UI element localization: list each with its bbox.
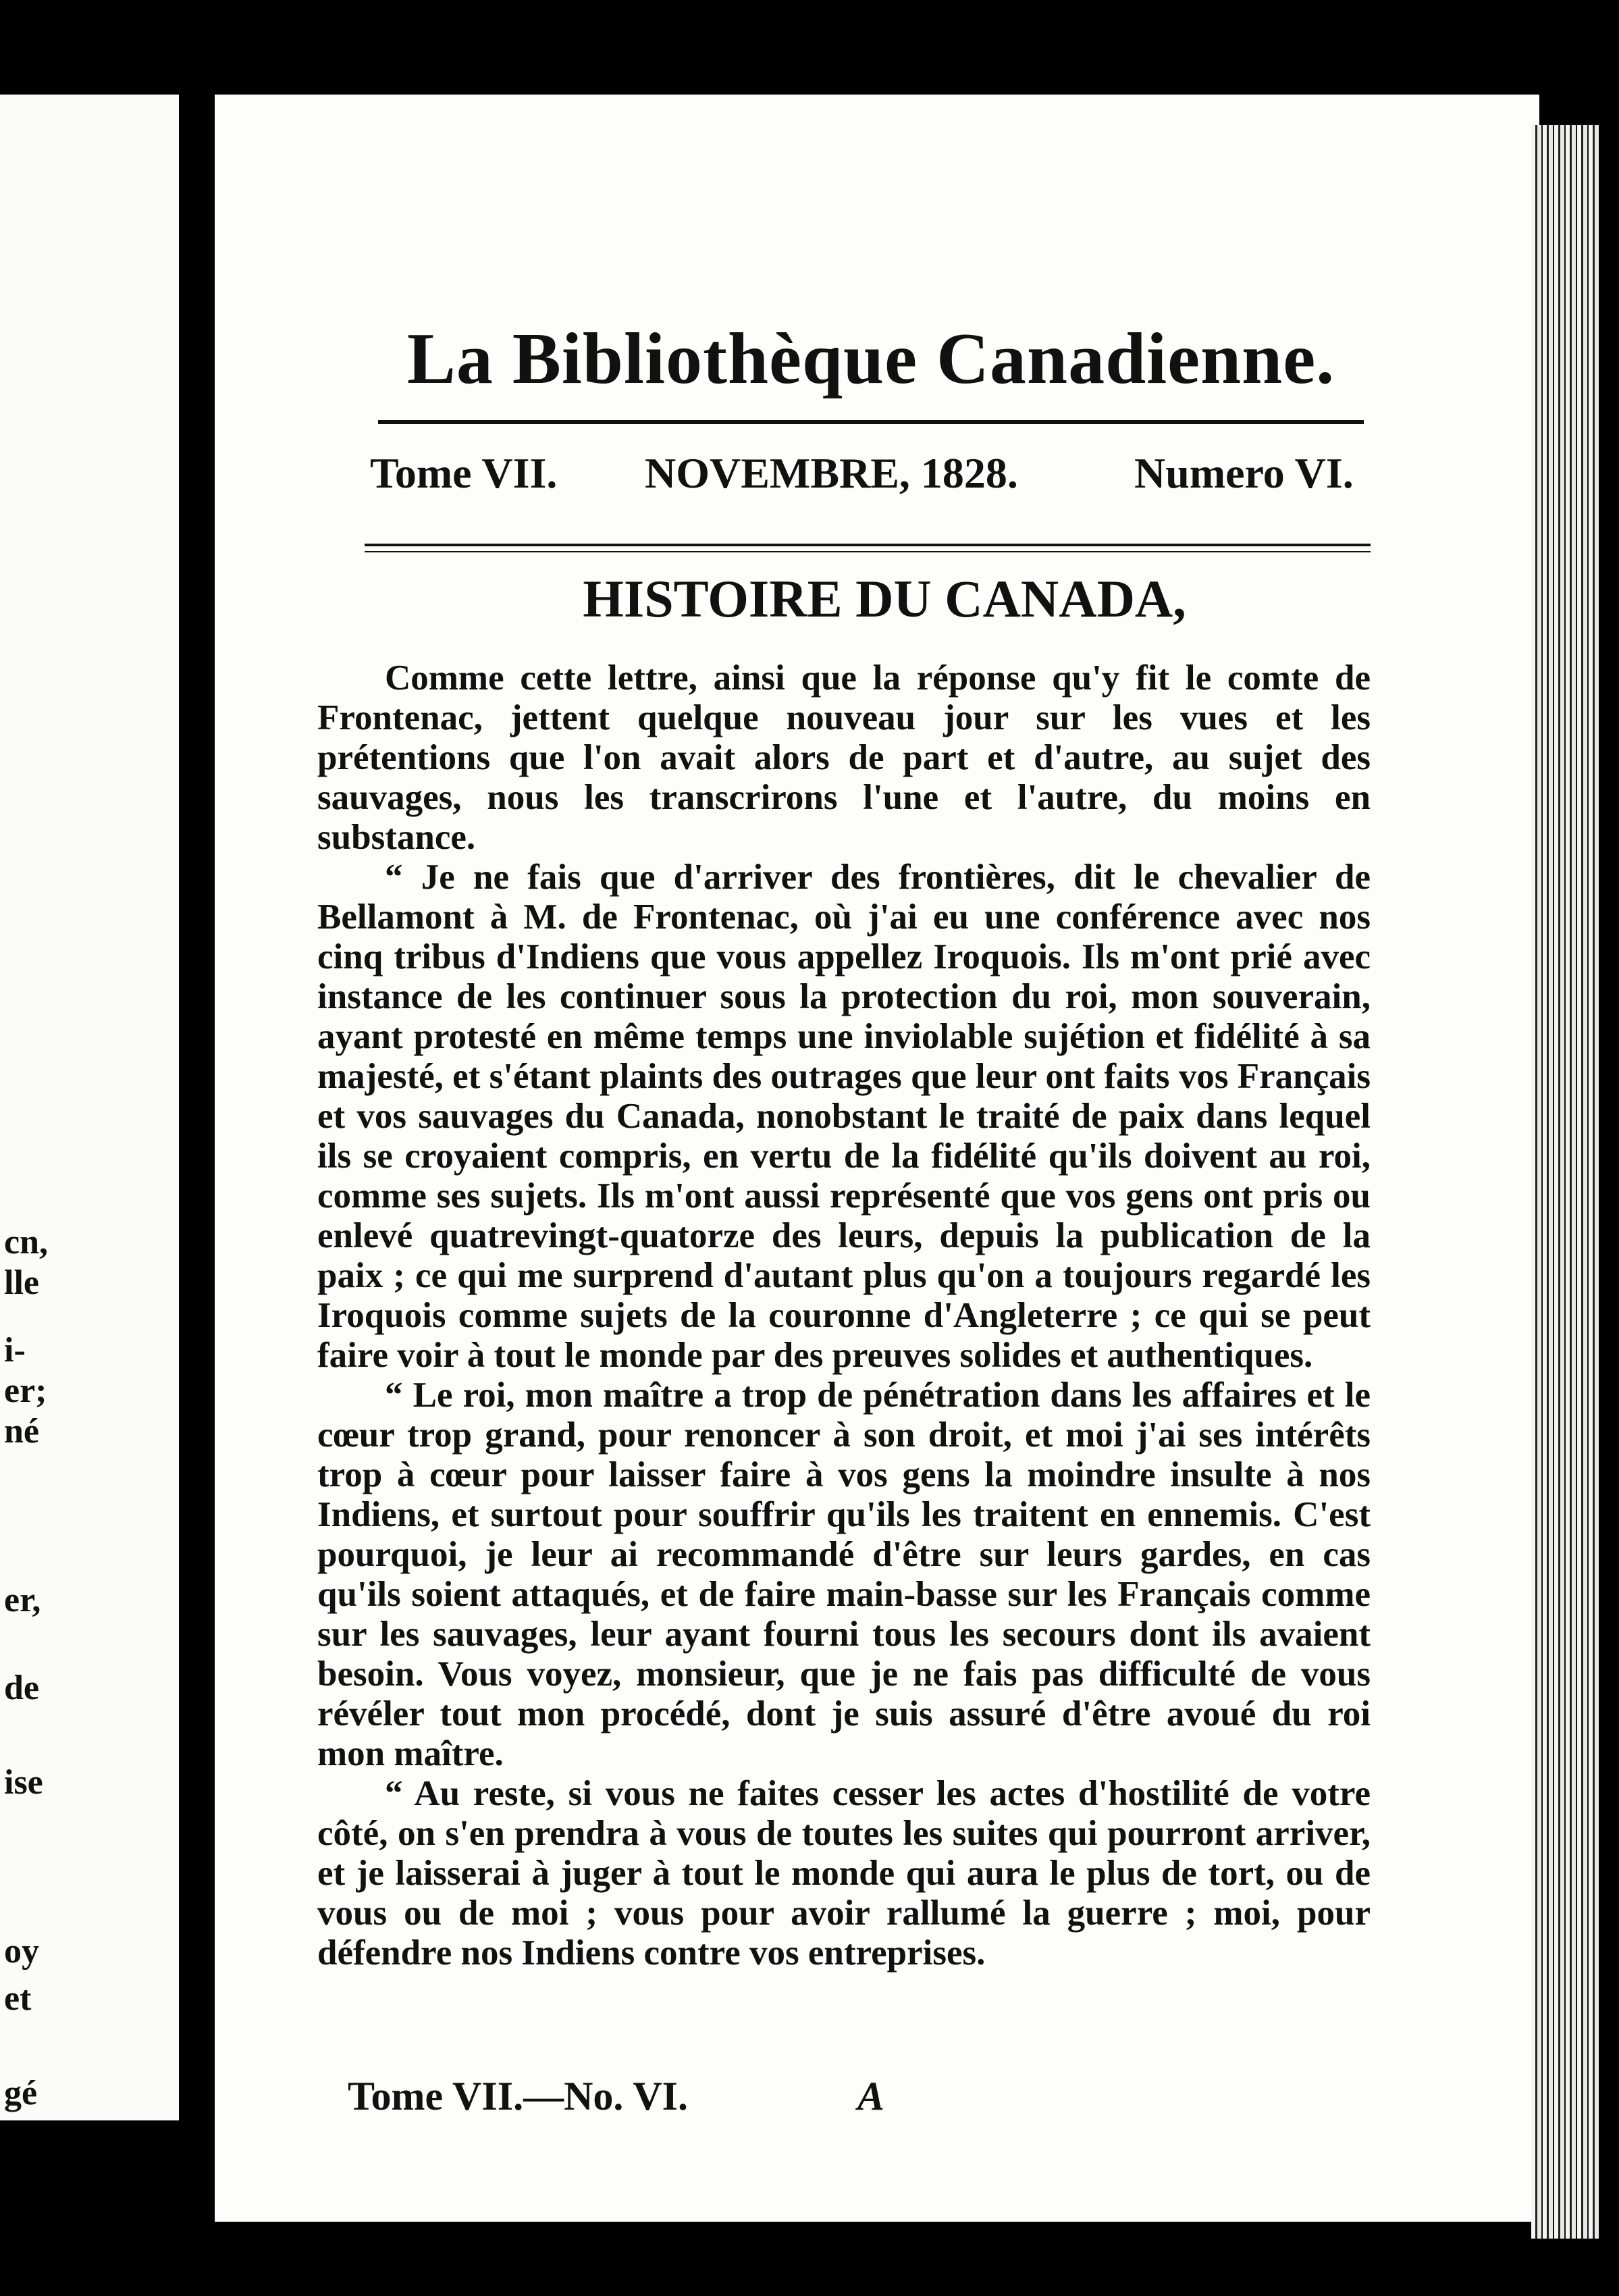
adjacent-page-fragment: ise	[4, 1763, 43, 1802]
adjacent-page-fragment: er,	[4, 1581, 41, 1619]
adjacent-page-fragment: et	[4, 1979, 32, 2018]
adjacent-page-fragment: er;	[4, 1372, 47, 1410]
adjacent-page-fragment: né	[4, 1412, 39, 1451]
header-rule-thin	[365, 551, 1371, 552]
journal-title: La Bibliothèque Canadienne.	[406, 319, 1335, 399]
article-body	[317, 658, 1371, 1973]
adjacent-page-fragment: oy	[4, 1932, 39, 1971]
adjacent-page-fragment: i-	[4, 1331, 26, 1369]
adjacent-page-fragment: gé	[4, 2074, 38, 2112]
signature-mark: A	[857, 2074, 885, 2118]
adjacent-page-fragment: de	[4, 1669, 39, 1707]
header-rule	[365, 544, 1371, 546]
issue-number: Numero VI.	[1134, 449, 1354, 497]
section-title: HISTOIRE DU CANADA,	[583, 569, 1186, 628]
page-edge	[1531, 125, 1599, 2239]
footer-volume: Tome VII.—No. VI.	[348, 2074, 688, 2118]
issue-date: NOVEMBRE, 1828.	[645, 449, 1018, 497]
paragraph: “ Je ne fais que d'arriver des frontières, dit le chevalier de Bellamont à M. de Frontenac, où j'ai eu une conférence avec nos cinq tribus d'Indiens que vous appellez Iroquois. Ils m'ont prié avec instance de les continuer sous la protection du roi, mon souverain, ayant protesté en même temps une inviolable sujétion et fidélité à sa majesté, et s'étant plaints des outrages que leur ont faits vos Français et vos sauvages du Canada, nonobstant le traité de paix dans lequel ils se croyaient compris, en vertu de la fidélité qu'ils doivent au roi, comme ses sujets. Ils m'ont aussi représenté que vos gens ont pris ou enlevé quatrevingt-quatorze des leurs, depuis la publication de la paix ; ce qui me surprend d'autant plus qu'on a toujours regardé les Iroquois comme sujets de la couronne d'Angleterre ; ce qui se peut faire voir à tout le monde par des preuves solides et authentiques.	[317, 858, 1371, 1375]
paragraph: “ Au reste, si vous ne faites cesser les actes d'hostilité de votre côté, on s'en prendra à vous de toutes les suites qui pourront arriver, et je laisserai à juger à tout le monde qui aura le plus de tort, ou de vous ou de moi ; vous pour avoir rallumé la guerre ; moi, pour défendre nos Indiens contre vos entreprises.	[317, 1774, 1371, 1973]
adjacent-page-fragment: lle	[4, 1263, 39, 1302]
paragraph: Comme cette lettre, ainsi que la réponse qu'y fit le comte de Frontenac, jettent quelque nouveau jour sur les vues et les prétentions que l'on avait alors de part et d'autre, au sujet des sauvages, nous les transcrirons l'une et l'autre, du moins en substance.	[317, 658, 1371, 857]
adjacent-page-fragment: cn,	[4, 1223, 48, 1261]
title-rule	[378, 420, 1364, 424]
paragraph: “ Le roi, mon maître a trop de pénétration dans les affaires et le cœur trop grand, pour renoncer à son droit, et moi j'ai ses intérêts trop à cœur pour laisser faire à vos gens la moindre insulte à nos Indiens, et surtout pour souffrir qu'ils les traitent en ennemis. C'est pourquoi, je leur ai recommandé d'être sur leurs gardes, en cas qu'ils soient attaqués, et de faire main-basse sur les Français comme sur les sauvages, leur ayant fourni tous les secours dont ils avaient besoin. Vous voyez, monsieur, que je ne fais pas difficulté de vous révéler tout mon procédé, dont je suis assuré d'être avoué du roi mon maître.	[317, 1376, 1371, 1773]
adjacent-page	[0, 95, 179, 2120]
volume-label: Tome VII.	[370, 449, 558, 497]
